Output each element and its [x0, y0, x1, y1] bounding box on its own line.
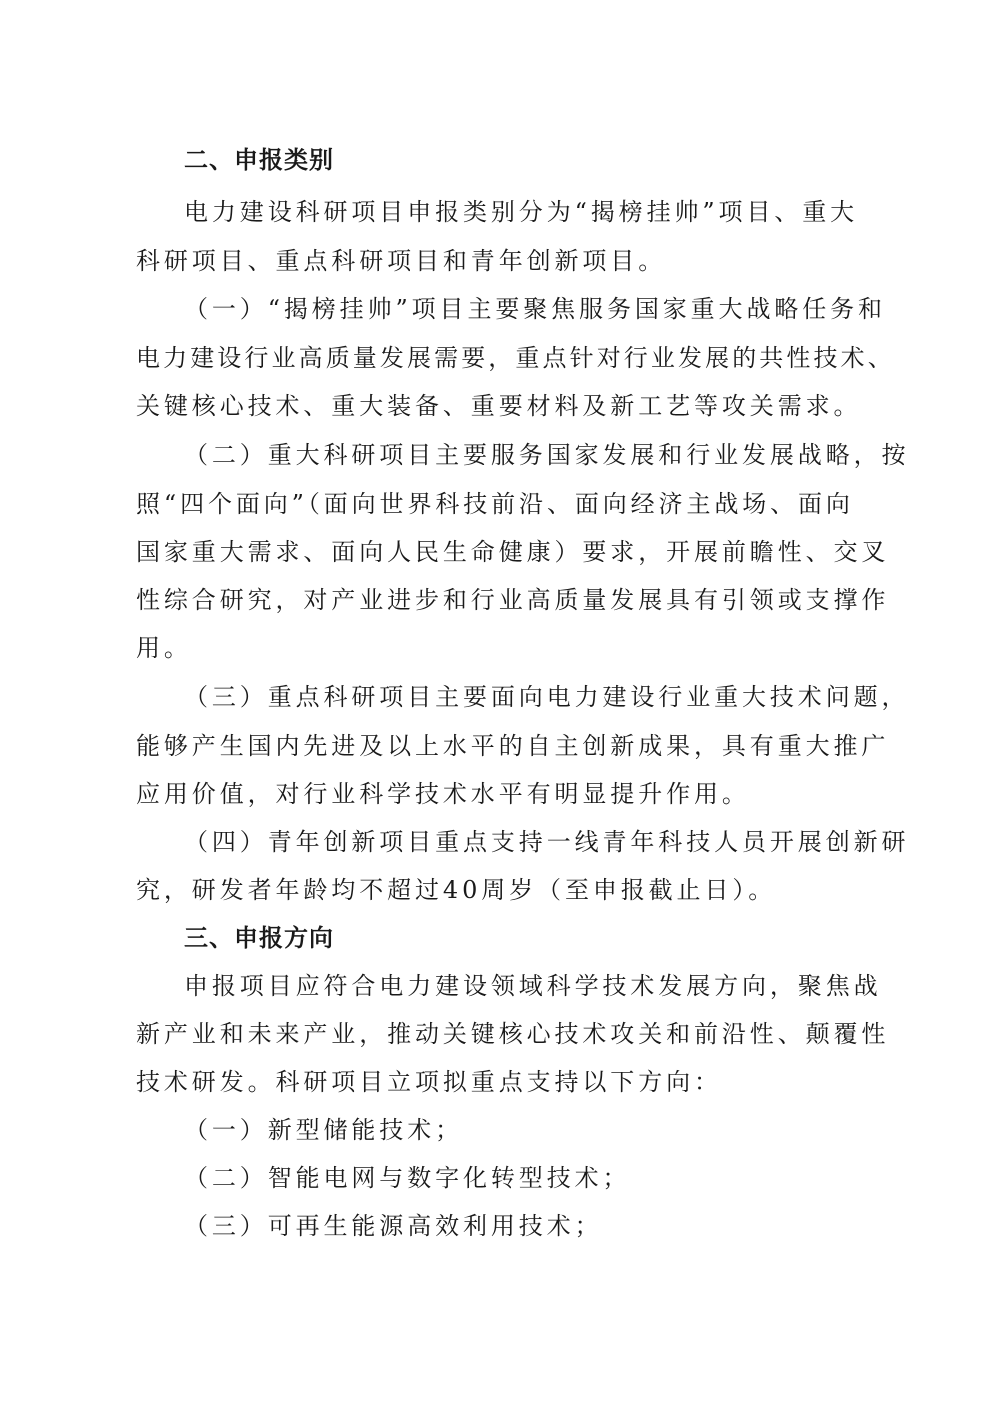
paragraph-line: 性综合研究，对产业进步和行业高质量发展具有引领或支撑作	[136, 586, 890, 614]
paragraph-line: （四）青年创新项目重点支持一线青年科技人员开展创新研	[184, 828, 910, 856]
paragraph-line: 申报项目应符合电力建设领域科学技术发展方向，聚焦战	[184, 972, 882, 1000]
section-heading-application-category: 二、申报类别	[184, 146, 334, 174]
paragraph-line: 用。	[136, 634, 192, 662]
list-item: （一）新型储能技术；	[184, 1116, 463, 1144]
list-item: （三）可再生能源高效利用技术；	[184, 1212, 603, 1240]
paragraph-line: 国家重大需求、面向人民生命健康）要求，开展前瞻性、交叉	[136, 538, 890, 566]
paragraph-line: （二）重大科研项目主要服务国家发展和行业发展战略，按	[184, 441, 910, 469]
paragraph-line: 应用价值，对行业科学技术水平有明显提升作用。	[136, 780, 750, 808]
paragraph-line: 照“四个面向”（面向世界科技前沿、面向经济主战场、面向	[136, 490, 854, 518]
paragraph-line: 科研项目、重点科研项目和青年创新项目。	[136, 247, 667, 275]
paragraph-line: （一）“揭榜挂帅”项目主要聚焦服务国家重大战略任务和	[184, 295, 886, 323]
paragraph-line: 新产业和未来产业，推动关键核心技术攻关和前沿性、颠覆性	[136, 1020, 890, 1048]
paragraph-line: 关键核心技术、重大装备、重要材料及新工艺等攻关需求。	[136, 392, 862, 420]
list-item: （二）智能电网与数字化转型技术；	[184, 1164, 631, 1192]
paragraph-line: 究，研发者年龄均不超过40周岁（至申报截止日）。	[136, 876, 777, 904]
section-heading-application-direction: 三、申报方向	[184, 924, 334, 952]
paragraph-line: 电力建设科研项目申报类别分为“揭榜挂帅”项目、重大	[184, 198, 859, 226]
paragraph-line: （三）重点科研项目主要面向电力建设行业重大技术问题，	[184, 683, 910, 711]
paragraph-line: 电力建设行业高质量发展需要，重点针对行业发展的共性技术、	[136, 344, 895, 372]
paragraph-line: 技术研发。科研项目立项拟重点支持以下方向：	[136, 1068, 722, 1096]
paragraph-line: 能够产生国内先进及以上水平的自主创新成果，具有重大推广	[136, 732, 890, 760]
